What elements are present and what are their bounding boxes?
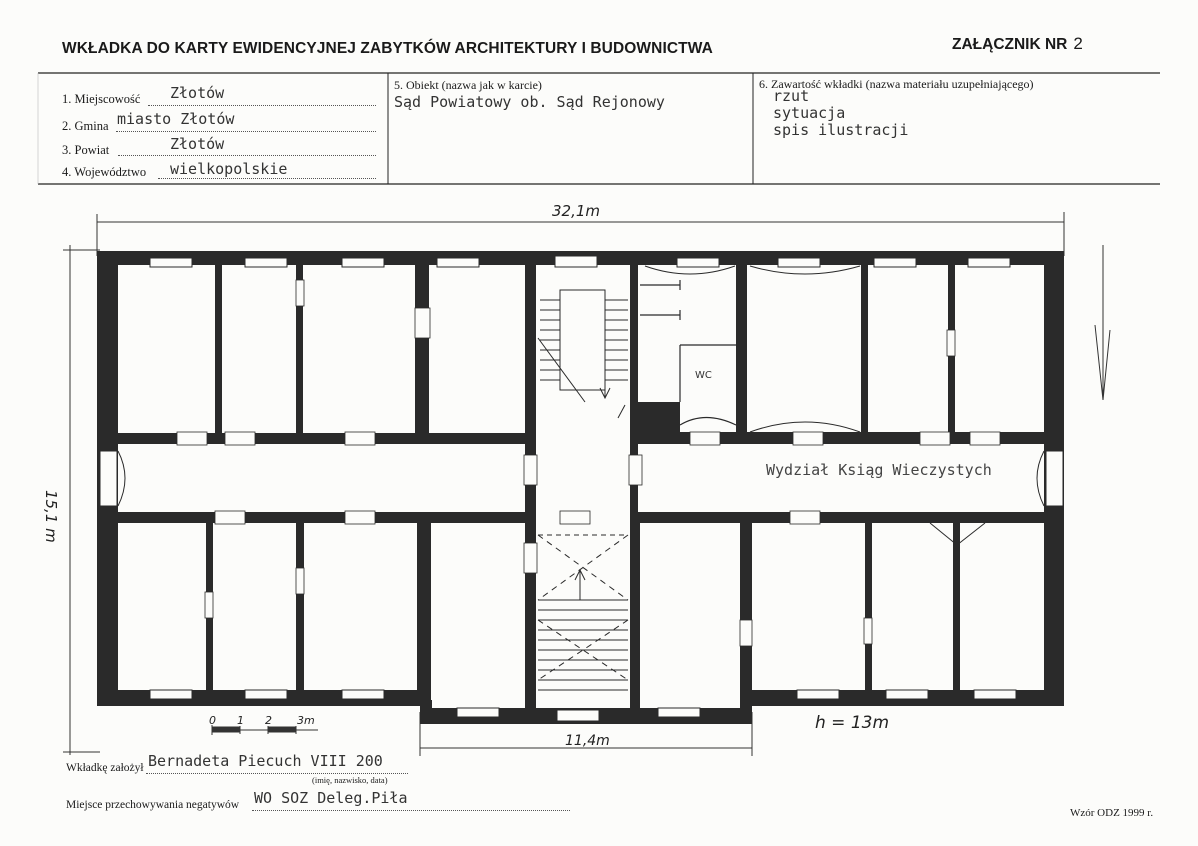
scale-labels [209,714,324,728]
storage-dotted-line [252,809,570,811]
wc-label: WC [695,370,712,381]
form-version: Wzór ODZ 1999 r. [1070,807,1154,819]
storage-value: WO SOZ Deleg.Piła [254,789,408,807]
width-dimension-label: 32,1m [552,202,601,220]
author-value: Bernadeta Piecuch VIII 200 [148,752,383,770]
zawartosc-item: spis ilustracji [773,121,909,139]
powiat-value: Złotów [170,135,225,153]
scale-label: 3m [297,714,315,727]
obiekt-label: 5. Obiekt (nazwa jak w karcie) [394,78,542,92]
gmina-value: miasto Złotów [117,110,235,128]
staircase-lower [538,535,628,690]
miejscowosc-label: 1. Miejscowość [62,92,141,106]
north-arrow-icon [1095,245,1110,400]
author-hint: (imię, nazwisko, data) [312,775,388,785]
zawartosc-item: sytuacja [773,104,846,122]
staircase-upper [538,290,628,418]
author-dotted-line [146,772,408,774]
author-label: Wkładkę założył [66,762,144,774]
miejscowosc-value: Złotów [170,84,225,102]
zawartosc-label: 6. Zawartość wkładki (nazwa materiału uzupełniającego) [759,77,1034,91]
risalit-dimension-label: 11,4m [565,733,610,749]
outer-walls [97,251,1064,724]
scale-label: 2 [265,714,272,727]
scale-label: 0 [209,714,216,727]
scale-label: 1 [237,714,244,727]
depth-dimension-line [63,245,100,755]
annex-label-text: ZAŁĄCZNIK NR [952,36,1068,53]
interior-walls-top [215,265,955,523]
corridor-label: Wydział Ksiąg Wieczystych [766,461,992,479]
zawartosc-item: rzut [773,87,810,105]
wojewodztwo-label: 4. Województwo [62,165,147,179]
form-title: WKŁADKA DO KARTY EWIDENCYJNEJ ZABYTKÓW ARCHITEKTURY I BUDOWNICTWA [62,40,713,57]
storage-label: Miejsce przechowywania negatywów [66,799,240,811]
height-note: h = 13m [815,713,890,733]
wojewodztwo-value: wielkopolskie [170,160,288,178]
gmina-label: 2. Gmina [62,119,109,133]
annex-number: 2 [1073,34,1083,53]
depth-dimension-label: 15,1 m [42,490,60,543]
powiat-label: 3. Powiat [62,143,110,157]
obiekt-value: Sąd Powiatowy ob. Sąd Rejonowy [394,93,665,111]
